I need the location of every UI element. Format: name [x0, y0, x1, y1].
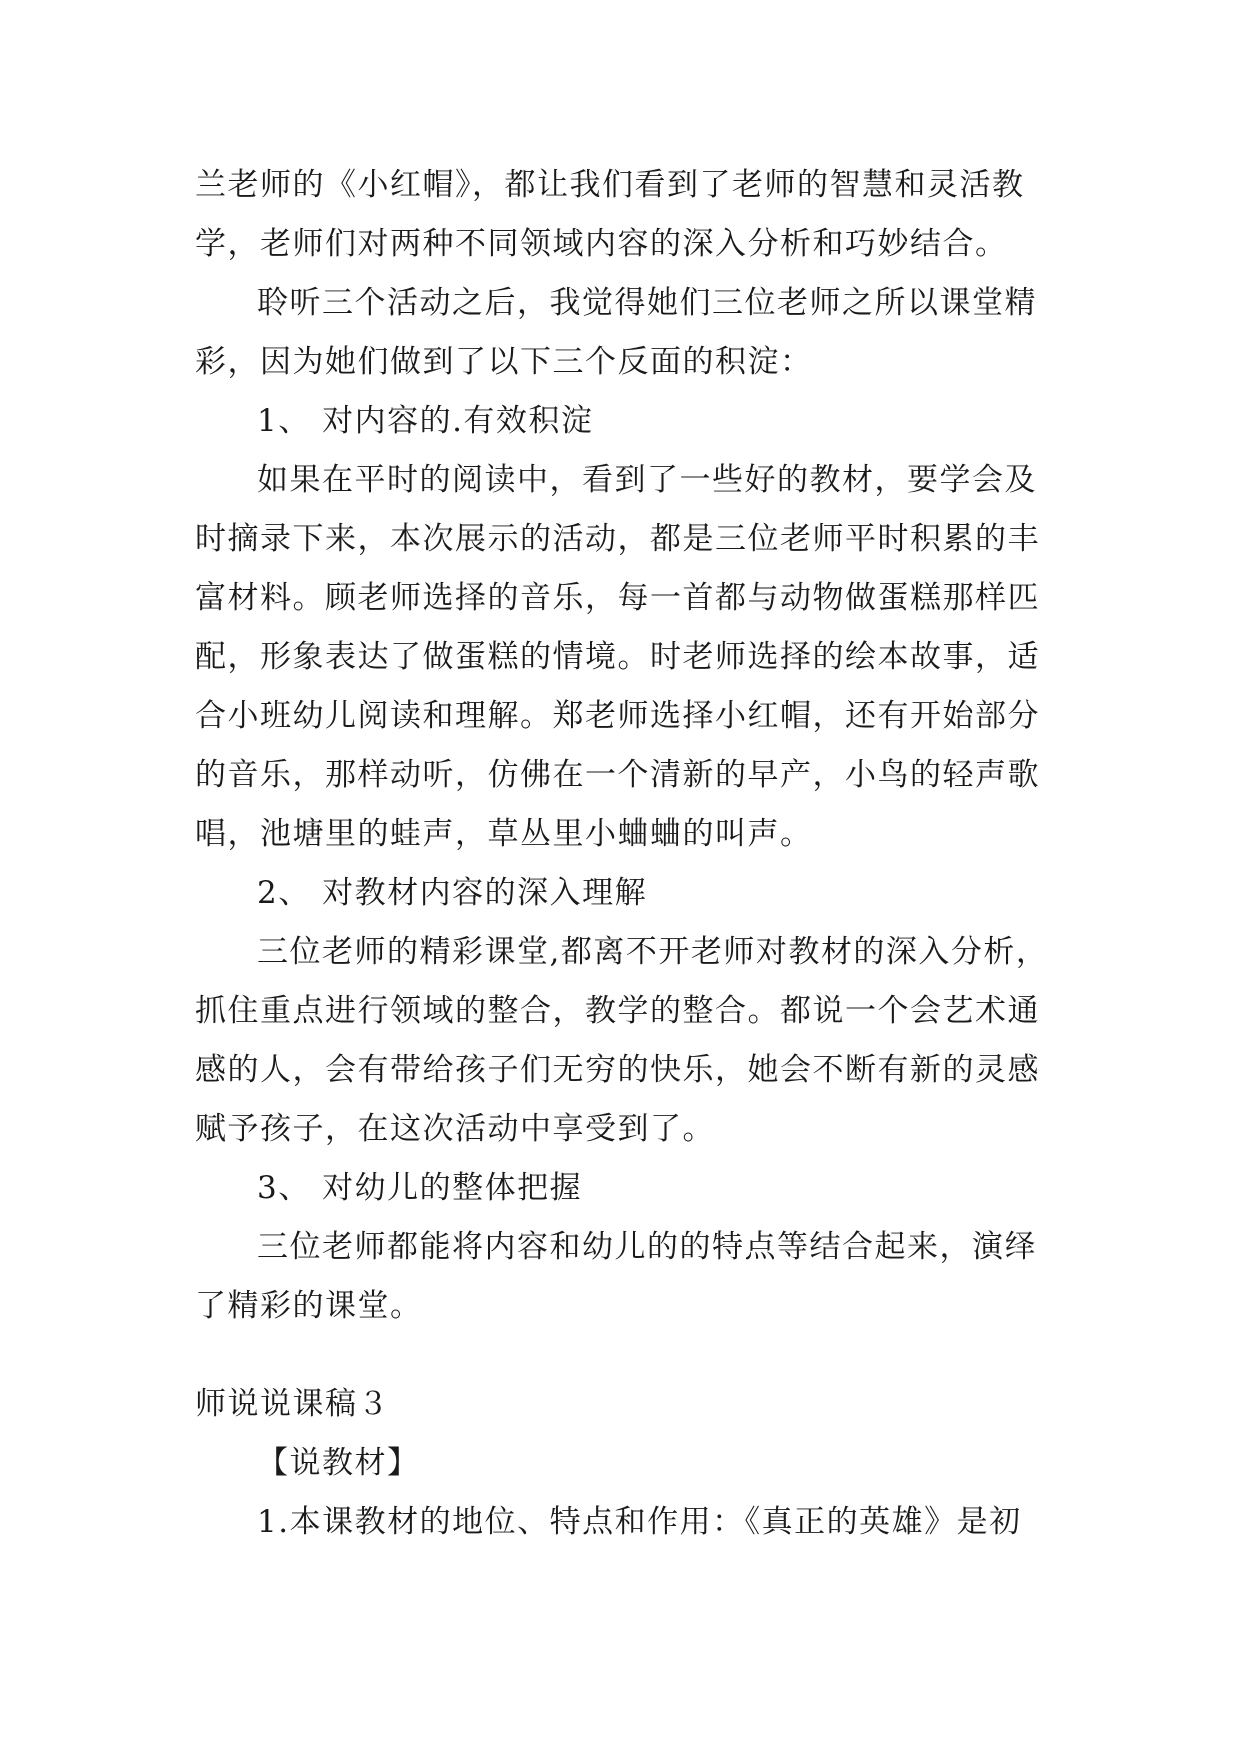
body-text-line: 合小班幼儿阅读和理解。郑老师选择小红帽，还有开始部分 — [195, 698, 1040, 734]
section-heading-3: 3、 对幼儿的整体把握 — [257, 1170, 583, 1206]
body-text-line: 时摘录下来，本次展示的活动，都是三位老师平时积累的丰 — [195, 521, 1040, 557]
paragraph-first-line: 1.本课教材的地位、特点和作用：《真正的英雄》是初 — [257, 1504, 1022, 1540]
paragraph-first-line: 聆听三个活动之后，我觉得她们三位老师之所以课堂精 — [257, 285, 1037, 321]
section-heading-2: 2、 对教材内容的深入理解 — [257, 875, 648, 911]
body-text-line: 配，形象表达了做蛋糕的情境。时老师选择的绘本故事，适 — [195, 639, 1040, 675]
section-heading-1: 1、 对内容的.有效积淀 — [257, 403, 594, 439]
body-text-line: 学，老师们对两种不同领域内容的深入分析和巧妙结合。 — [195, 226, 1008, 262]
article-title: 师说说课稿３ — [195, 1386, 390, 1422]
body-text-line: 唱，池塘里的蛙声，草丛里小蛐蛐的叫声。 — [195, 816, 813, 852]
paragraph-first-line: 如果在平时的阅读中，看到了一些好的教材，要学会及 — [257, 462, 1037, 498]
body-text-line: 感的人，会有带给孩子们无穷的快乐，她会不断有新的灵感 — [195, 1052, 1040, 1088]
body-text-line: 的音乐，那样动听，仿佛在一个清新的早产，小鸟的轻声歌 — [195, 757, 1040, 793]
body-text-line: 抓住重点进行领域的整合，教学的整合。都说一个会艺术通 — [195, 993, 1040, 1029]
body-text-line: 富材料。顾老师选择的音乐，每一首都与动物做蛋糕那样匹 — [195, 580, 1040, 616]
body-text-line: 赋予孩子，在这次活动中享受到了。 — [195, 1111, 715, 1147]
paragraph-first-line: 三位老师都能将内容和幼儿的的特点等结合起来，演绎 — [257, 1229, 1037, 1265]
body-text-line: 彩，因为她们做到了以下三个反面的积淀： — [195, 344, 813, 380]
body-text-line: 兰老师的《小红帽》，都让我们看到了老师的智慧和灵活教 — [195, 167, 1025, 203]
body-text-line: 了精彩的课堂。 — [195, 1288, 423, 1324]
subsection-heading: 【说教材】 — [257, 1445, 420, 1481]
paragraph-first-line: 三位老师的精彩课堂,都离不开老师对教材的深入分析， — [257, 934, 1049, 970]
